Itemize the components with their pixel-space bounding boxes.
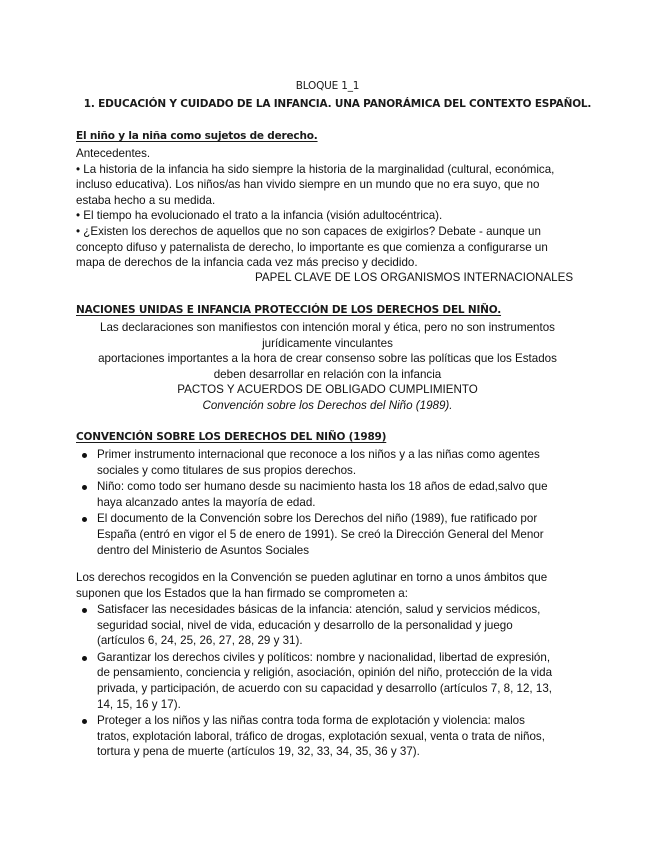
section2-line: PACTOS Y ACUERDOS DE OBLIGADO CUMPLIMIENTO [177,383,478,397]
bullet-icon [82,719,87,724]
rights-intro: Los derechos recogidos en la Convención se pueden aglutinar en torno a unos ámbitos que suponen que los Estados que la han firmado se comprometen a: [76,571,548,600]
section1-body [76,146,554,271]
bullet-icon [82,453,87,458]
section1-line: • El tiempo ha evolucionado el trato a la infancia (visión adultocéntrica). [76,209,443,223]
list-item: Primer instrumento internacional que reconoce a los niños y a las niñas como agentes sociales y como titulares de sus propios derechos. [97,447,548,478]
block-title: BLOQUE 1_1 [295,80,360,92]
section2-italic-line: Convención sobre los Derechos del Niño (1989). [202,398,453,412]
section2-line: Las declaraciones son manifiestos con intención moral y ética, pero no son instrumentos [100,321,555,334]
convention-bullet-list [97,447,548,559]
section2-line: aportaciones importantes a la hora de crear consenso sobre las políticas que los Estados [98,352,557,366]
bullet-icon [82,485,87,490]
list-item: Proteger a los niños y las niñas contra toda forma de explotación y violencia: malos tratos, explotación laboral, tráfico de drogas, explotación sexual, venta o trata de niños, tortura y pena de muerte (artículos 19, 32, 33, 34, 35, 36 y 37). [97,713,552,760]
section1-line: incluso educativa). Los niños/as han vivido siempre en un mundo que no era suyo, que no [76,178,540,192]
section1-line: estaba hecho a su medida. [76,193,216,207]
page-title: 1. EDUCACIÓN Y CUIDADO DE LA INFANCIA. UNA PANORÁMICA DEL CONTEXTO ESPAÑOL. [83,98,592,110]
bullet-icon [82,608,87,613]
section2-body [0,320,655,414]
section2-line: deben desarrollar en relación con la infancia [213,367,442,381]
section2-heading: NACIONES UNIDAS E INFANCIA PROTECCIÓN DE LOS DERECHOS DEL NIÑO. [76,304,502,316]
section1-heading: El niño y la niña como sujetos de derecho. [76,130,318,142]
list-item: Garantizar los derechos civiles y políticos: nombre y nacionalidad, libertad de expresión, de pensamiento, conciencia y religión, asociación, opinión del niño, protección de la vida privada, y participación, de acuerdo con su capacidad y desarrollo (artículos 7, 8, 12, 13, 14, 15, 16 y 17). [97,650,552,712]
section1-line: • La historia de la infancia ha sido siempre la historia de la marginalidad (cultural, económica, [76,162,555,176]
bullet-icon [82,656,87,661]
bullet-icon [82,517,87,522]
section1-line: • ¿Existen los derechos de aquellos que no son capaces de exigirlos? Debate - aunque un [76,224,541,238]
section1-line: concepto difuso y paternalista de derecho, lo importante es que comienza a configurarse un [76,240,548,254]
list-item: Satisfacer las necesidades básicas de la infancia: atención, salud y servicios médicos, seguridad social, nivel de vida, educación y desarrollo de la personalidad y juego (artículos 6, 24, 25, 26, 27, 28, 29 y 31). [97,602,552,649]
list-item: El documento de la Convención sobre los Derechos del niño (1989), fue ratificado por España (entró en vigor el 5 de enero de 1991). Se creó la Dirección General del Menor dentro del Ministerio de Asuntos Sociales [97,511,548,558]
list-item: Niño: como todo ser humano desde su nacimiento hasta los 18 años de edad,salvo que haya alcanzado antes la mayoría de edad. [97,479,548,510]
section2-line: jurídicamente vinculantes [262,336,393,350]
section1-line: Antecedentes. [76,147,151,160]
section1-right-note: PAPEL CLAVE DE LOS ORGANISMOS INTERNACIONALES [255,271,574,284]
section3-heading: CONVENCIÓN SOBRE LOS DERECHOS DEL NIÑO (1989) [76,431,387,443]
section1-line: mapa de derechos de la infancia cada vez más preciso y decidido. [76,256,418,270]
rights-bullet-list [97,602,552,761]
